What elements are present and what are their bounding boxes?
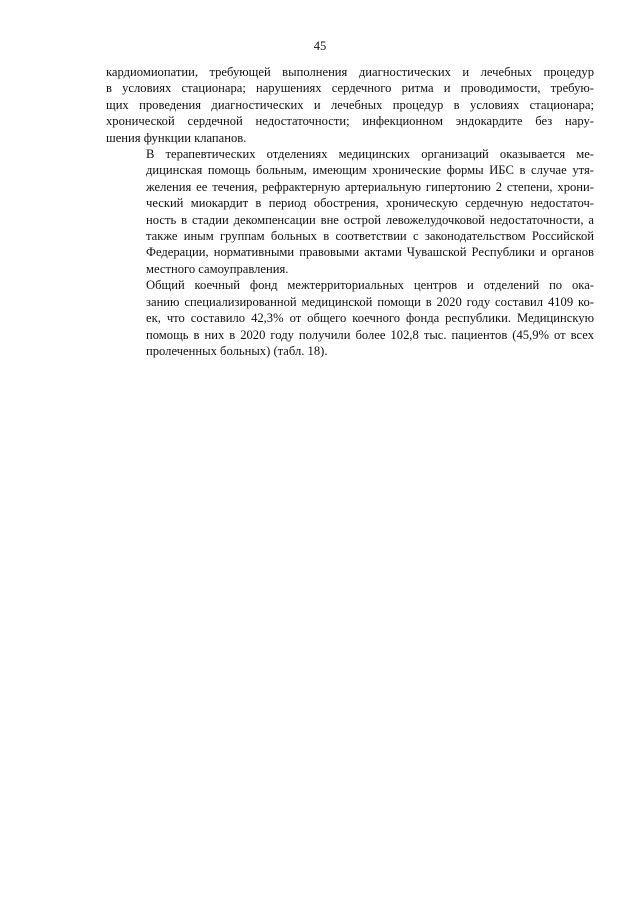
- text-line: Общий коечный фонд межтерриториальных центров и отделений по ока-: [146, 278, 594, 293]
- text-line: ческий миокардит в период обострения, хроническую сердечную недостаточ-: [146, 196, 594, 211]
- text-line: шения функции клапанов.: [106, 130, 247, 145]
- text-line: помощь в них в 2020 году получили более 102,8 тыс. пациентов (45,9% от всех: [146, 327, 594, 342]
- paragraph-therapeutic-departments: [106, 146, 594, 277]
- text-line: щих проведения диагностических и лечебных процедур в условиях стационара;: [106, 97, 594, 112]
- text-line: кардиомиопатии, требующей выполнения диагностических и лечебных процедур: [106, 65, 594, 79]
- text-line: местного самоуправления.: [146, 261, 289, 276]
- text-line: В терапевтических отделениях медицинских организаций оказывается ме-: [146, 147, 594, 162]
- text-line: занию специализированной медицинской помощи в 2020 году составил 4109 ко-: [146, 294, 594, 309]
- page-number: 45: [313, 39, 327, 53]
- paragraph-cardiology-conditions: [106, 64, 594, 146]
- text-line: ек, что составило 42,3% от общего коечного фонда республики. Медицинскую: [146, 311, 594, 326]
- text-line: пролеченных больных) (табл. 18).: [146, 343, 328, 358]
- text-line: в условиях стационара; нарушениях сердечного ритма и проводимости, требую-: [106, 81, 594, 96]
- text-line: ность в стадии декомпенсации вне острой левожелудочковой недостаточности, а: [146, 212, 594, 227]
- text-line: также иным группам больных в соответствии с законодательством Российской: [146, 229, 594, 244]
- text-line: желения ее течения, рефрактерную артериальную гипертонию 2 степени, хрони-: [146, 179, 594, 194]
- body-text: [106, 64, 594, 359]
- text-line: хронической сердечной недостаточности; инфекционном эндокардите без нару-: [106, 114, 594, 129]
- text-line: дицинская помощь больным, имеющим хронические формы ИБС в случае утя-: [146, 163, 594, 178]
- text-line: Федерации, нормативными правовыми актами Чувашской Республики и органов: [146, 245, 594, 260]
- paragraph-bed-capacity: [106, 277, 594, 359]
